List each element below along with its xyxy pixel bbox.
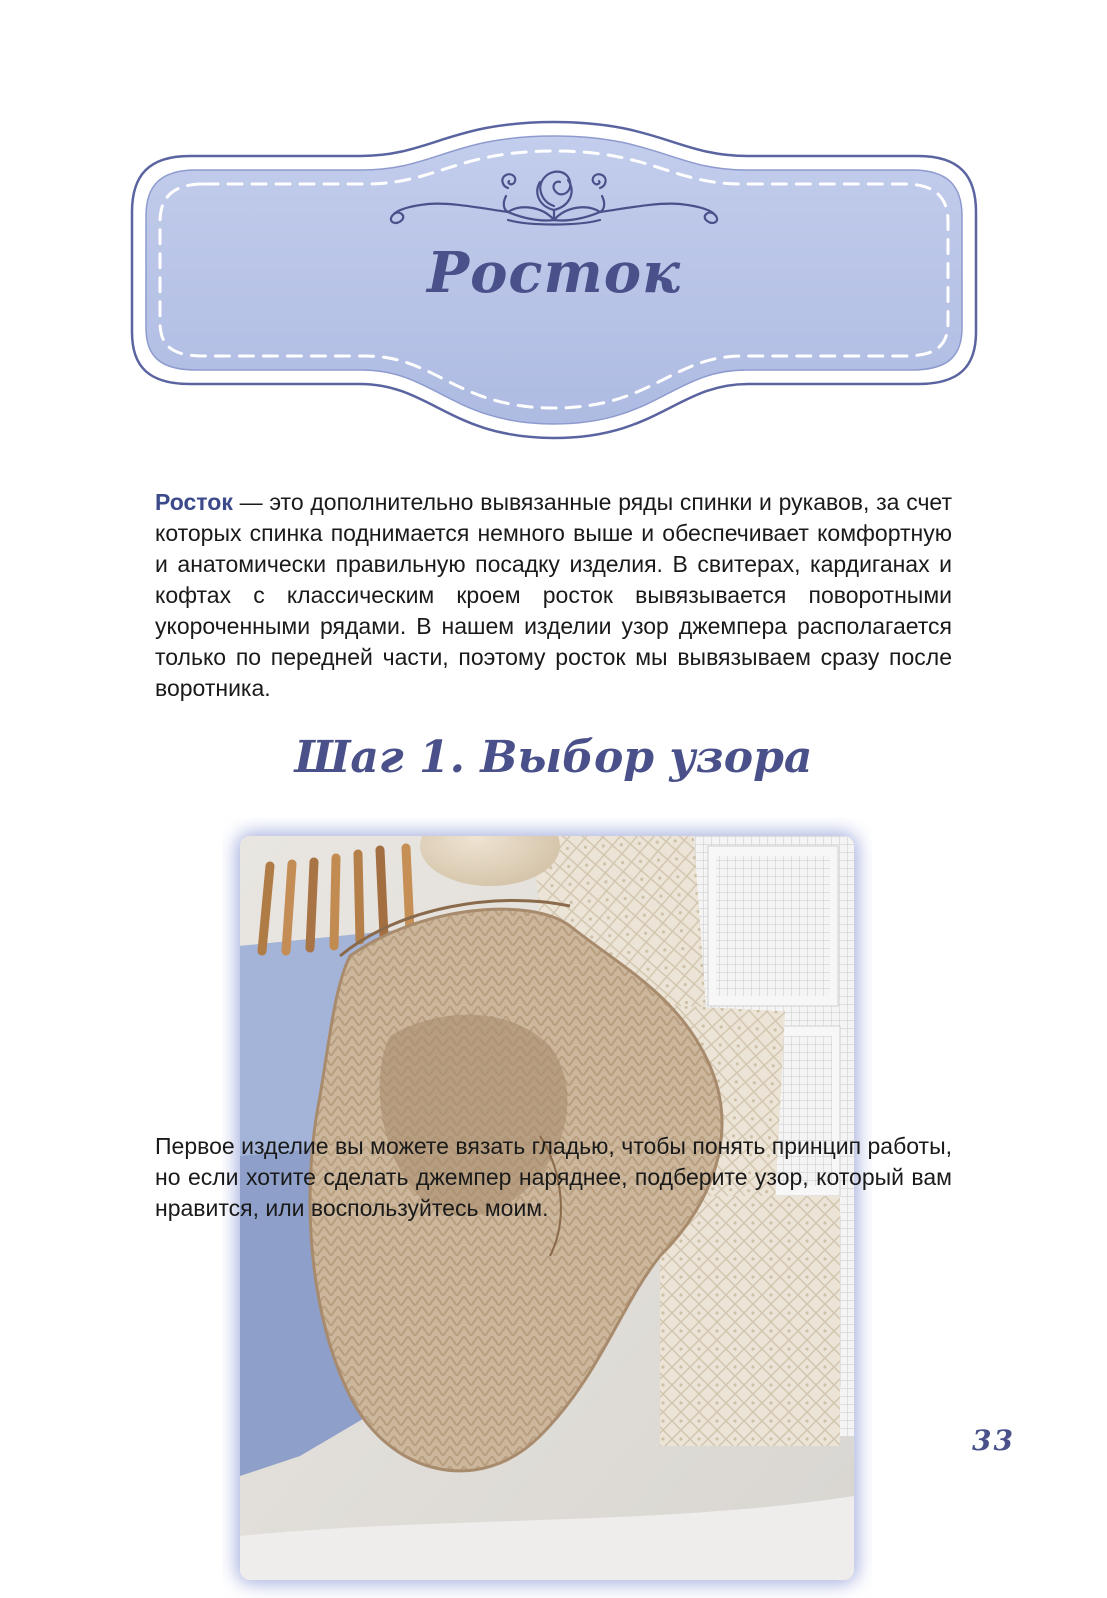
title-banner [130,120,978,440]
intro-term: Росток [155,489,233,515]
page-title: Росток [426,240,682,306]
intro-paragraph [155,487,952,704]
page-number: 33 [972,1424,1015,1457]
step-heading: Шаг 1. Выбор узора [294,732,813,783]
intro-text: — это дополнительно вывязанные ряды спинки и рукавов, за счет которых спинка поднимается немного выше и обеспечивает комфортную и анатомически правильную посадку изделия. В свитерах, кардиганах и кофтах с классическим кроем росток вывязывается поворотными укороченными рядами. В нашем изделии узор джемпера располагается только по передней части, поэтому росток мы вывязываем сразу после воротника. [155,489,952,701]
outro-paragraph: Первое изделие вы можете вязать гладью, чтобы понять принцип работы, но если хотите сделать джемпер наряднее, подберите узор, который вам нравится, или воспользуйтесь моим. [155,1133,952,1221]
